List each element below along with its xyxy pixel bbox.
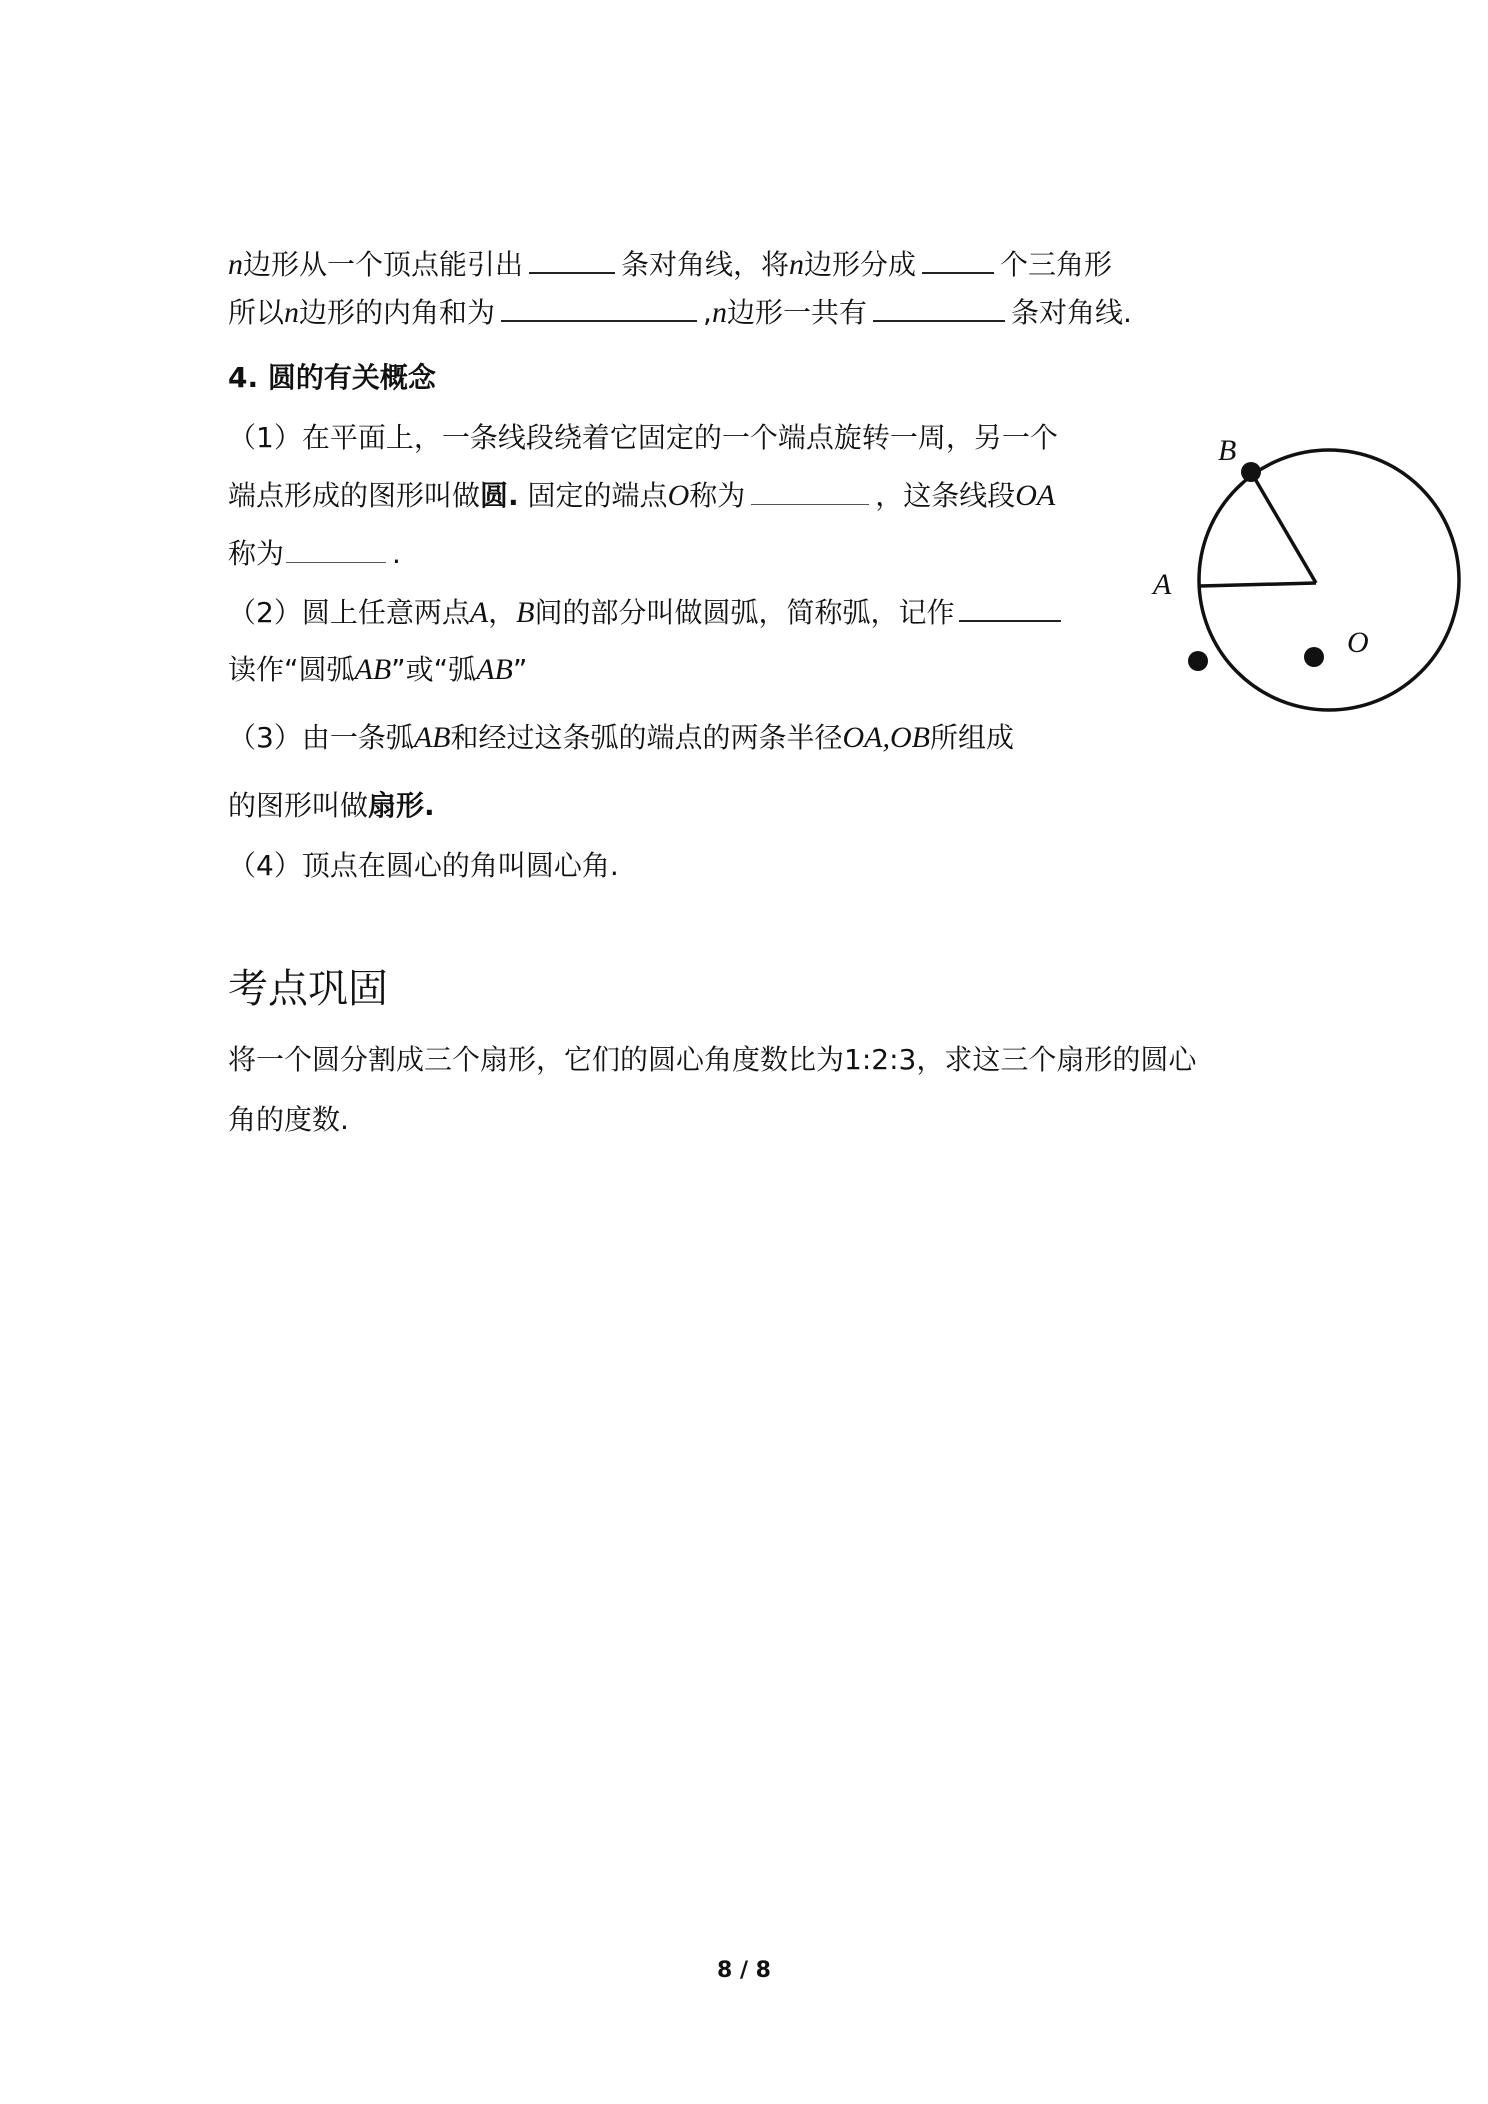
text: （2）圆上任意两点 bbox=[228, 596, 470, 629]
text: 的图形叫做 bbox=[228, 789, 369, 822]
blank-interior-angle-sum bbox=[501, 292, 697, 322]
label-a: A bbox=[1153, 568, 1172, 601]
var-n: n bbox=[789, 248, 805, 281]
var-B: B bbox=[516, 596, 535, 629]
circle-outline bbox=[1199, 450, 1459, 710]
text: 个三角形 bbox=[1000, 248, 1113, 281]
page-number: 8 / 8 bbox=[717, 1958, 771, 1983]
text: 边形从一个顶点能引出 bbox=[243, 248, 524, 281]
section-title: 4. 圆的有关概念 bbox=[228, 361, 436, 394]
para-2-line-1 bbox=[228, 592, 1067, 633]
text: 条对角线. bbox=[1010, 296, 1132, 329]
text: . bbox=[392, 537, 401, 570]
intro-line-2 bbox=[228, 292, 1132, 333]
label-o: O bbox=[1347, 626, 1369, 659]
var-OA-OB: OA,OB bbox=[842, 721, 930, 754]
text: 所组成 bbox=[929, 721, 1014, 754]
blank-center bbox=[751, 476, 869, 505]
text: ， bbox=[488, 596, 517, 629]
blank-diagonals-from-vertex bbox=[529, 244, 615, 274]
term-sector: 扇形. bbox=[368, 789, 435, 822]
blank-arc-notation bbox=[959, 592, 1061, 622]
var-A: A bbox=[469, 596, 489, 629]
var-AB: AB bbox=[413, 721, 451, 754]
radius-segment-a bbox=[1200, 583, 1316, 586]
var-AB: AB bbox=[476, 653, 513, 686]
para-4: （4）顶点在圆心的角叫圆心角. bbox=[228, 849, 619, 882]
point-dot bbox=[1188, 651, 1208, 671]
text: 所以 bbox=[228, 296, 285, 329]
radius-segment-b bbox=[1251, 472, 1316, 583]
para-1-line-2 bbox=[228, 476, 1055, 516]
var-AB: AB bbox=[354, 653, 392, 686]
blank-radius bbox=[286, 534, 386, 563]
text: 固定的端点 bbox=[518, 479, 668, 512]
text: 间的部分叫做圆弧，简称弧，记作 bbox=[534, 596, 955, 629]
text: 端点形成的图形叫做 bbox=[228, 479, 481, 512]
text: 和经过这条弧的端点的两条半径 bbox=[450, 721, 843, 754]
var-OA: OA bbox=[1015, 479, 1056, 512]
var-O: O bbox=[667, 479, 690, 512]
var-n: n bbox=[228, 248, 243, 281]
practice-line-1: 将一个圆分割成三个扇形，它们的圆心角度数比为1:2:3，求这三个扇形的圆心 bbox=[228, 1043, 1197, 1076]
text: 边形的内角和为 bbox=[299, 296, 496, 329]
label-b: B bbox=[1218, 434, 1237, 467]
text: ” bbox=[512, 653, 528, 686]
text: 边形分成 bbox=[804, 248, 917, 281]
point-b-dot bbox=[1241, 462, 1261, 482]
para-1-line-3 bbox=[228, 534, 401, 574]
text: ，这条线段 bbox=[875, 479, 1016, 512]
blank-triangles bbox=[922, 244, 994, 274]
var-n: n bbox=[711, 296, 727, 329]
para-3-line-2 bbox=[228, 786, 435, 826]
practice-heading: 考点巩固 bbox=[228, 966, 388, 1012]
term-circle: 圆. bbox=[480, 479, 519, 512]
var-n: n bbox=[284, 296, 300, 329]
circle-figure bbox=[1150, 432, 1470, 732]
text: 读作“圆弧 bbox=[228, 653, 355, 686]
text: ”或“弧 bbox=[391, 653, 477, 686]
text: 称为 bbox=[689, 479, 746, 512]
text: 边形一共有 bbox=[726, 296, 867, 329]
text: （3）由一条弧 bbox=[228, 721, 414, 754]
point-o-dot bbox=[1304, 647, 1324, 667]
text: 条对角线，将 bbox=[621, 248, 790, 281]
text: , bbox=[703, 296, 712, 329]
intro-line-1 bbox=[228, 244, 1112, 285]
para-1-line-1: （1）在平面上，一条线段绕着它固定的一个端点旋转一周，另一个 bbox=[228, 421, 1058, 454]
para-2-line-2 bbox=[228, 650, 527, 690]
blank-total-diagonals bbox=[873, 292, 1005, 322]
para-3-line-1 bbox=[228, 718, 1014, 758]
text: 称为 bbox=[228, 537, 285, 570]
practice-line-2: 角的度数. bbox=[228, 1103, 349, 1136]
